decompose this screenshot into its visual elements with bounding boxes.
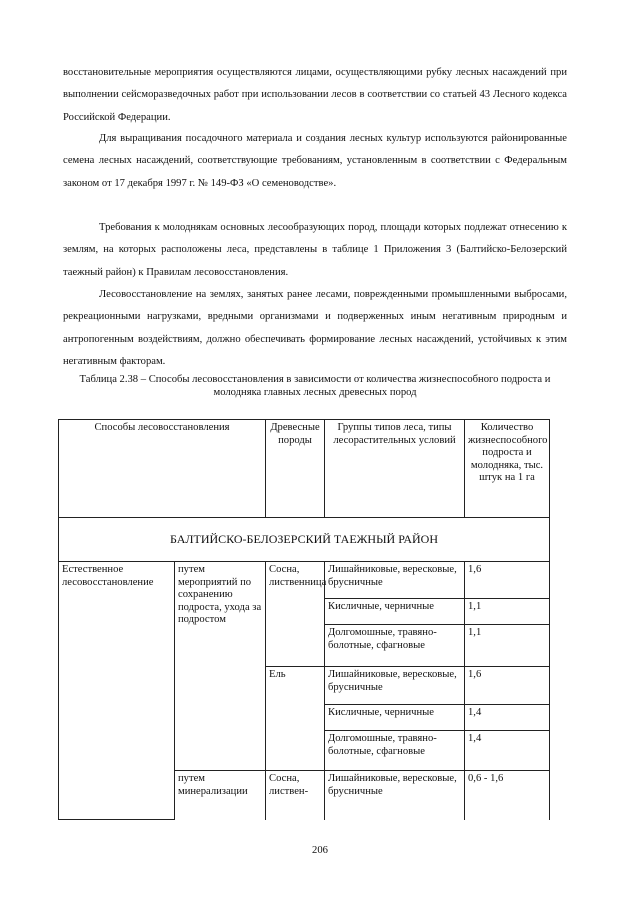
header-quantity: Количество жизнеспособного подроста и молодняка, тыс. штук на 1 га: [465, 420, 550, 518]
forest-type-cell: Долгомошные, травяно-болотные, сфагновые: [325, 731, 465, 771]
quantity-cell: 1,6: [465, 562, 550, 599]
paragraph-2: Для выращивания посадочного материала и создания лесных культур используются районированные семена лесных насаждений, соответствующие требованиям, установленным в соответствии с Федеральным законом от 17 декабря 1997 г. № 149-ФЗ «О семеноводстве».: [63, 133, 567, 189]
quantity-cell: 1,4: [465, 731, 550, 771]
quantity-cell: 1,6: [465, 667, 550, 705]
forest-type-cell: Лишайниковые, вересковые, брусничные: [325, 562, 465, 599]
paragraph-3: Требования к молоднякам основных лесообразующих пород, площади которых подлежат отнесению к землям, на которых расположены леса, представлены в таблице 1 Приложения 3 (Балтийско-Белозерский таежный район) к Правилам лесовосстановления.: [63, 222, 567, 278]
quantity-cell: 1,1: [465, 625, 550, 667]
quantity-cell: 0,6 - 1,6: [465, 771, 550, 820]
table-row: [59, 562, 550, 599]
paragraph-4: Лесовосстановление на землях, занятых ранее лесами, поврежденными промышленными выбросами, рекреационными нагрузками, вредными организмами и подверженных иным негативным природным и антропогенным воздействиям, должно обеспечивать формирование лесных насаждений, устойчивых к этим негативным факторам.: [63, 289, 567, 367]
submethod-preservation: путем мероприятий по сохранению подроста, ухода за подростом: [175, 562, 266, 771]
forest-type-cell: Лишайниковые, вересковые, брусничные: [325, 771, 465, 820]
forest-type-cell: Долгомошные, травяно-болотные, сфагновые: [325, 625, 465, 667]
forest-type-cell: Лишайниковые, вересковые, брусничные: [325, 667, 465, 705]
table-caption: Таблица 2.38 – Способы лесовосстановления в зависимости от количества жизнеспособного подроста и молодняка главных лесных древесных пород: [79, 374, 551, 398]
quantity-cell: 1,4: [465, 705, 550, 731]
header-forest-types: Группы типов леса, типы лесорастительных условий: [325, 420, 465, 518]
quantity-cell: 1,1: [465, 599, 550, 625]
forest-type-cell: Кисличные, черничные: [325, 599, 465, 625]
region-row: [59, 518, 550, 562]
forest-type-cell: Кисличные, черничные: [325, 705, 465, 731]
species-pine-2: Сосна, листвен-: [266, 771, 325, 820]
header-methods: Способы лесовосстановления: [59, 420, 266, 518]
header-species: Древесные породы: [266, 420, 325, 518]
species-spruce: Ель: [266, 667, 325, 771]
table-header-row: [59, 420, 550, 518]
submethod-mineralization: путем минерализации: [175, 771, 266, 820]
method-natural: Естественное лесовосстановление: [59, 562, 175, 820]
lesovosstanovlenie-table: [58, 419, 550, 820]
paragraph-1: восстановительные мероприятия осуществляются лицами, осуществляющими рубку лесных насаждений при выполнении сейсморазведочных работ при использовании лесов в соответствии со статьей 43 Лесного кодекса Российской Федерации.: [63, 67, 567, 123]
species-pine-larch: Сосна, лиственница: [266, 562, 325, 667]
page-number: 206: [312, 845, 328, 856]
region-heading: БАЛТИЙСКО-БЕЛОЗЕРСКИЙ ТАЕЖНЫЙ РАЙОН: [59, 518, 550, 562]
